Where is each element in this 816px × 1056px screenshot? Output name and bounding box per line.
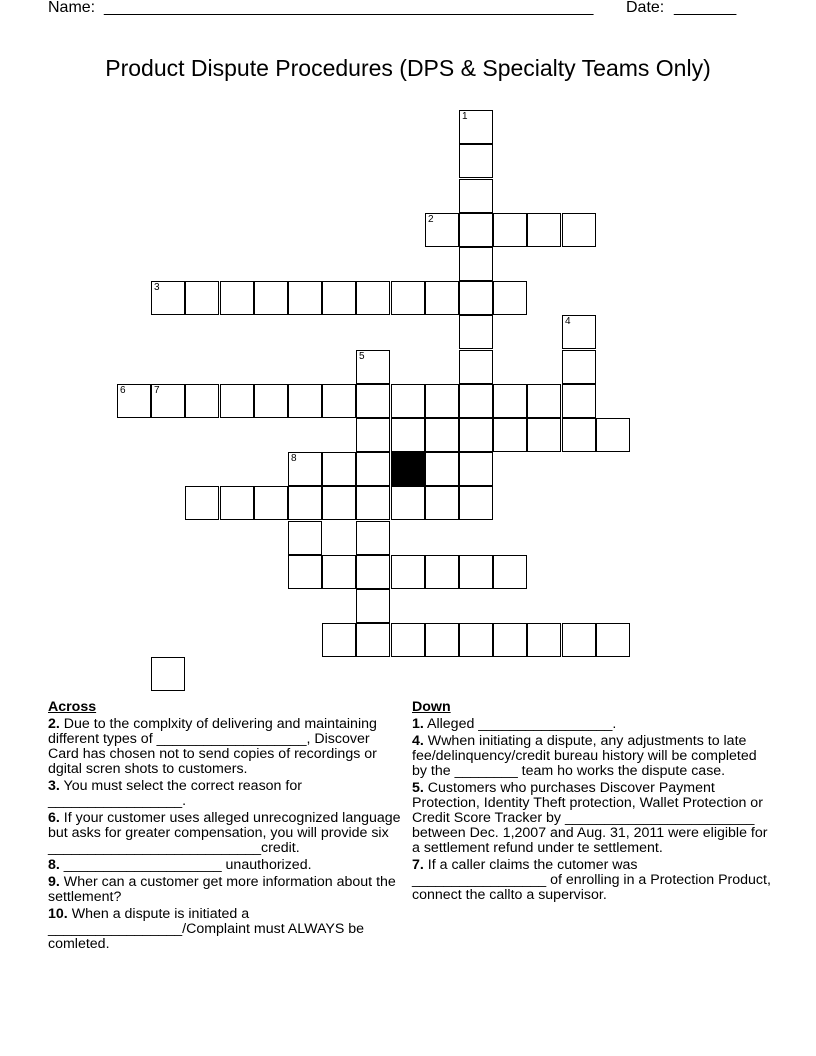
- crossword-cell[interactable]: [425, 555, 459, 589]
- crossword-cell[interactable]: [356, 418, 390, 452]
- clue-number: 8.: [48, 857, 60, 873]
- crossword-cell[interactable]: [527, 384, 561, 418]
- crossword-cell[interactable]: [391, 281, 425, 315]
- crossword-cell[interactable]: [322, 452, 356, 486]
- crossword-cell[interactable]: [185, 384, 219, 418]
- crossword-cell[interactable]: [425, 384, 459, 418]
- crossword-cell[interactable]: [425, 418, 459, 452]
- clue-text: Customers who purchases Discover Payment Protection, Identity Theft protection, Wallet Protection or Credit Score Tracker by ________________________ between Dec. 1,2007 and Aug. 31, 2011 were eligible for a settlement refund under te settlement.: [412, 780, 768, 856]
- clue-number-label: 1: [462, 111, 468, 122]
- crossword-cell[interactable]: [322, 281, 356, 315]
- crossword-cell[interactable]: [527, 418, 561, 452]
- clue-number: 6.: [48, 810, 60, 826]
- crossword-cell[interactable]: [493, 384, 527, 418]
- across-clue: [48, 779, 404, 809]
- crossword-cell[interactable]: [322, 384, 356, 418]
- crossword-cell[interactable]: [185, 486, 219, 520]
- across-clue: [48, 858, 404, 873]
- crossword-cell[interactable]: [356, 521, 390, 555]
- crossword-cell[interactable]: [288, 384, 322, 418]
- clue-number-label: 4: [565, 316, 571, 327]
- crossword-black-cell: [391, 452, 425, 486]
- clue-number: 9.: [48, 874, 60, 890]
- crossword-cell[interactable]: [356, 350, 390, 384]
- crossword-cell[interactable]: [459, 623, 493, 657]
- crossword-cell[interactable]: [151, 657, 185, 691]
- crossword-cell[interactable]: [459, 110, 493, 144]
- down-clue: [412, 781, 774, 856]
- name-label: Name:: [48, 0, 96, 16]
- crossword-cell[interactable]: [596, 418, 630, 452]
- clue-text: Wwhen initiating a dispute, any adjustments to late fee/delinquency/credit bureau history will be completed by the ________ team ho works the dispute case.: [412, 733, 757, 779]
- crossword-cell[interactable]: [562, 384, 596, 418]
- across-clue: [48, 907, 404, 952]
- crossword-cell[interactable]: [493, 213, 527, 247]
- crossword-cell[interactable]: [459, 418, 493, 452]
- crossword-cell[interactable]: [562, 213, 596, 247]
- crossword-cell[interactable]: [220, 384, 254, 418]
- crossword-cell[interactable]: [288, 486, 322, 520]
- across-clue: [48, 875, 404, 905]
- crossword-cell[interactable]: [356, 384, 390, 418]
- crossword-cell[interactable]: [459, 452, 493, 486]
- crossword-cell[interactable]: [391, 555, 425, 589]
- crossword-cell[interactable]: [562, 350, 596, 384]
- crossword-cell[interactable]: [356, 589, 390, 623]
- across-clue: [48, 811, 404, 856]
- clue-text: If a caller claims the cutomer was _________________ of enrolling in a Protection Product, connect the callto a supervisor.: [412, 857, 771, 903]
- crossword-cell[interactable]: [493, 623, 527, 657]
- across-clues: [48, 700, 404, 954]
- date-label: Date:: [626, 0, 665, 16]
- crossword-cell[interactable]: [459, 486, 493, 520]
- name-blank: _______________________________________________________: [104, 0, 594, 16]
- crossword-cell[interactable]: [459, 315, 493, 349]
- across-clue: [48, 717, 404, 777]
- crossword-cell[interactable]: [288, 452, 322, 486]
- crossword-cell[interactable]: [220, 281, 254, 315]
- crossword-cell[interactable]: [288, 555, 322, 589]
- clue-text: If your customer uses alleged unrecognized language but asks for greater compensation, you will provide six ___________________________credit.: [48, 810, 401, 856]
- crossword-cell[interactable]: [596, 623, 630, 657]
- crossword-cell[interactable]: [356, 486, 390, 520]
- crossword-cell[interactable]: [288, 281, 322, 315]
- crossword-cell[interactable]: [459, 350, 493, 384]
- crossword-cell[interactable]: [322, 486, 356, 520]
- crossword-cell[interactable]: [151, 384, 185, 418]
- crossword-cell[interactable]: [254, 384, 288, 418]
- crossword-cell[interactable]: [562, 623, 596, 657]
- crossword-cell[interactable]: [527, 623, 561, 657]
- crossword-cell[interactable]: [391, 623, 425, 657]
- clue-text: When a dispute is initiated a _________________/Complaint must ALWAYS be comleted.: [48, 906, 365, 952]
- crossword-cell[interactable]: [151, 281, 185, 315]
- clue-number-label: 7: [154, 385, 160, 396]
- clue-text: Wher can a customer get more information about the settlement?: [48, 874, 396, 905]
- crossword-cell[interactable]: [288, 521, 322, 555]
- clue-text: Due to the complxity of delivering and maintaining different types of ___________________, Discover Card has chosen not to send copies of recordings or dgital scren shots to customers.: [48, 716, 377, 777]
- down-clue: [412, 858, 774, 903]
- crossword-cell[interactable]: [459, 144, 493, 178]
- crossword-cell[interactable]: [425, 486, 459, 520]
- crossword-cell[interactable]: [391, 418, 425, 452]
- crossword-cell[interactable]: [459, 179, 493, 213]
- clue-number: 10.: [48, 906, 68, 922]
- crossword-cell[interactable]: [493, 555, 527, 589]
- crossword-cell[interactable]: [562, 315, 596, 349]
- crossword-cell[interactable]: [254, 281, 288, 315]
- crossword-cell[interactable]: [391, 384, 425, 418]
- crossword-cell[interactable]: [117, 384, 151, 418]
- crossword-cell[interactable]: [185, 281, 219, 315]
- crossword-cell[interactable]: [425, 281, 459, 315]
- crossword-cell[interactable]: [356, 452, 390, 486]
- across-heading: Across: [48, 699, 97, 715]
- crossword-cell[interactable]: [322, 623, 356, 657]
- page-title: Product Dispute Procedures (DPS & Specialty Teams Only): [105, 55, 711, 81]
- clue-number-label: 8: [291, 453, 297, 464]
- down-clues: [412, 700, 774, 905]
- crossword-cell[interactable]: [322, 555, 356, 589]
- crossword-cell[interactable]: [391, 486, 425, 520]
- clue-number-label: 2: [428, 214, 434, 225]
- crossword-cell[interactable]: [493, 281, 527, 315]
- down-clue: [412, 734, 774, 779]
- crossword-cell[interactable]: [356, 555, 390, 589]
- crossword-cell[interactable]: [356, 623, 390, 657]
- crossword-cell[interactable]: [459, 384, 493, 418]
- crossword-cell[interactable]: [425, 213, 459, 247]
- crossword-cell[interactable]: [459, 213, 493, 247]
- clue-text: Alleged _________________.: [427, 716, 617, 732]
- clue-text: You must select the correct reason for _________________.: [48, 778, 302, 809]
- crossword-cell[interactable]: [459, 247, 493, 281]
- crossword-cell[interactable]: [220, 486, 254, 520]
- crossword-cell[interactable]: [254, 486, 288, 520]
- clue-number: 2.: [48, 716, 60, 732]
- crossword-cell[interactable]: [527, 213, 561, 247]
- clue-number-label: 3: [154, 282, 160, 293]
- clue-number: 7.: [412, 857, 424, 873]
- clue-text: ____________________ unauthorized.: [63, 857, 312, 873]
- down-clue: [412, 717, 774, 732]
- crossword-cell[interactable]: [459, 281, 493, 315]
- crossword-cell[interactable]: [562, 418, 596, 452]
- clue-number: 1.: [412, 716, 424, 732]
- clue-number: 3.: [48, 778, 60, 794]
- clue-number: 5.: [412, 780, 424, 796]
- clue-number-label: 5: [359, 351, 365, 362]
- clue-number-label: 6: [120, 385, 126, 396]
- crossword-cell[interactable]: [459, 555, 493, 589]
- down-heading: Down: [412, 699, 451, 715]
- crossword-cell[interactable]: [425, 452, 459, 486]
- clue-number: 4.: [412, 733, 424, 749]
- crossword-cell[interactable]: [493, 418, 527, 452]
- crossword-cell[interactable]: [425, 623, 459, 657]
- crossword-cell[interactable]: [356, 281, 390, 315]
- date-blank: _______: [674, 0, 737, 16]
